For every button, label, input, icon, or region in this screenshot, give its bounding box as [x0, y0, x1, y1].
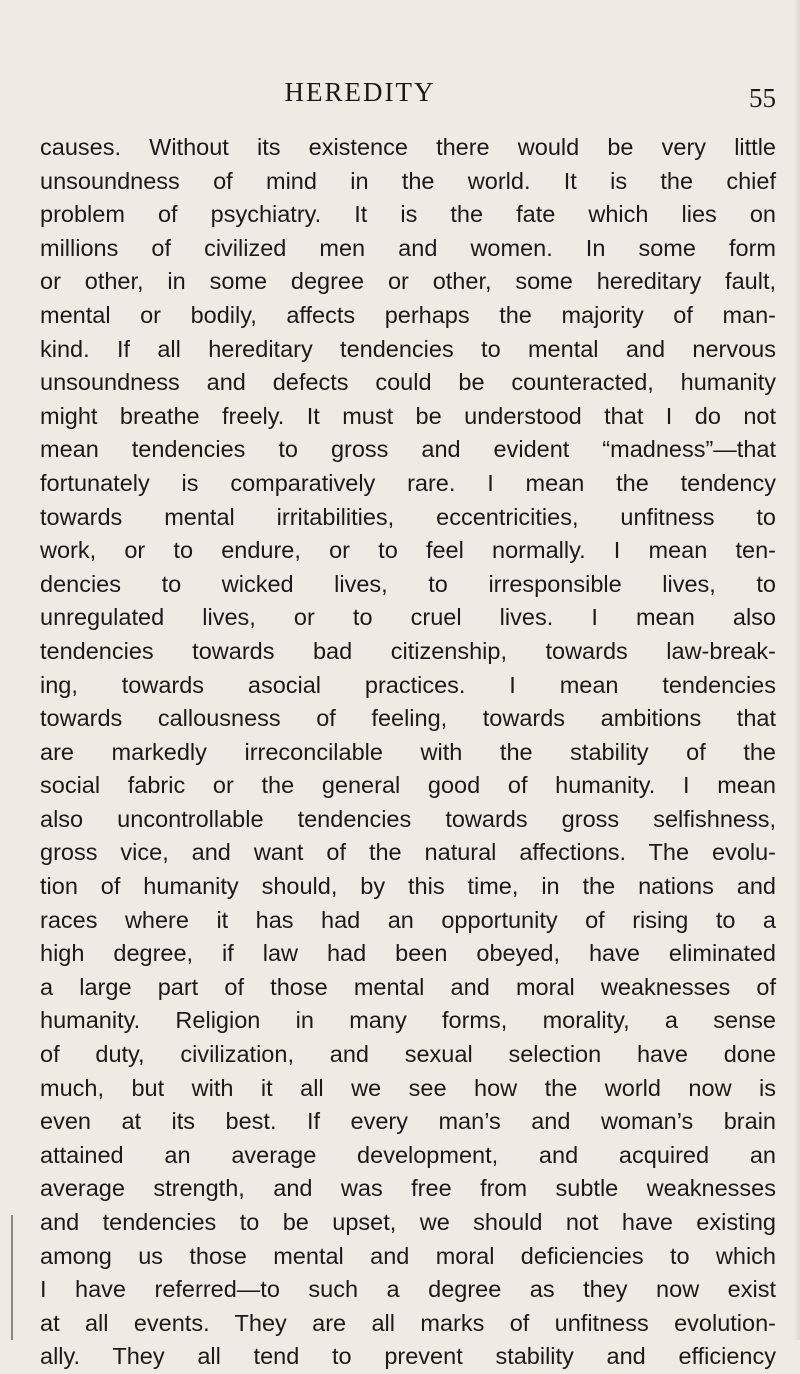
text-line: kind. If all hereditary tendencies to mental and nervous — [40, 335, 776, 362]
text-line: also uncontrollable tendencies towards gross selfishness, — [40, 805, 776, 832]
running-head — [0, 72, 800, 112]
page-number: 55 — [749, 83, 776, 113]
text-line: unsoundness and defects could be counteracted, humanity — [40, 369, 776, 396]
text-line: much, but with it all we see how the world now is — [40, 1074, 776, 1101]
text-line: dencies to wicked lives, to irresponsible lives, to — [40, 570, 776, 597]
text-line: gross vice, and want of the natural affections. The evolu- — [40, 839, 776, 866]
text-line: unregulated lives, or to cruel lives. I mean also — [40, 604, 776, 631]
text-line: towards mental irritabilities, eccentricities, unfitness to — [40, 503, 776, 530]
page-edge-shadow — [794, 0, 800, 1340]
text-line: high degree, if law had been obeyed, have eliminated — [40, 940, 776, 967]
text-line: work, or to endure, or to feel normally. I mean ten- — [40, 537, 776, 564]
text-line: I have referred—to such a degree as they now exist — [40, 1276, 776, 1303]
text-line: millions of civilized men and women. In some form — [40, 234, 776, 261]
body-text — [40, 131, 776, 1374]
text-line: even at its best. If every man’s and woman’s brain — [40, 1108, 776, 1135]
text-line: humanity. Religion in many forms, morality, a sense — [40, 1007, 776, 1034]
text-line: ing, towards asocial practices. I mean tendencies — [40, 671, 776, 698]
text-line: a large part of those mental and moral weaknesses of — [40, 973, 776, 1000]
text-line: tendencies towards bad citizenship, towards law-break- — [40, 637, 776, 664]
text-line: towards callousness of feeling, towards ambitions that — [40, 705, 776, 732]
text-line: or other, in some degree or other, some hereditary fault, — [40, 268, 776, 295]
text-line: races where it has had an opportunity of rising to a — [40, 906, 776, 933]
text-line: tion of humanity should, by this time, in the nations and — [40, 873, 776, 900]
text-line: average strength, and was free from subtle weaknesses — [40, 1175, 776, 1202]
text-line: at all events. They are all marks of unfitness evolution- — [40, 1309, 776, 1336]
running-title: HEREDITY — [284, 77, 436, 107]
page-edge-mark — [11, 1215, 13, 1340]
text-line: attained an average development, and acquired an — [40, 1141, 776, 1168]
text-line: might breathe freely. It must be understood that I do not — [40, 402, 776, 429]
text-line: mental or bodily, affects perhaps the majority of man- — [40, 301, 776, 328]
text-line: and tendencies to be upset, we should not have existing — [40, 1209, 776, 1235]
text-line: unsoundness of mind in the world. It is the chief — [40, 167, 776, 194]
text-line: among us those mental and moral deficiencies to which — [40, 1242, 776, 1269]
text-line: of duty, civilization, and sexual selection have done — [40, 1041, 776, 1068]
text-line: fortunately is comparatively rare. I mean the tendency — [40, 469, 776, 496]
text-line: mean tendencies to gross and evident “madness”—that — [40, 436, 776, 463]
text-line: are markedly irreconcilable with the stability of the — [40, 738, 776, 765]
text-line: causes. Without its existence there would be very little — [40, 134, 776, 160]
text-line: ally. They all tend to prevent stability and efficiency — [40, 1343, 776, 1370]
text-line: social fabric or the general good of humanity. I mean — [40, 772, 776, 799]
text-line: problem of psychiatry. It is the fate which lies on — [40, 201, 776, 228]
